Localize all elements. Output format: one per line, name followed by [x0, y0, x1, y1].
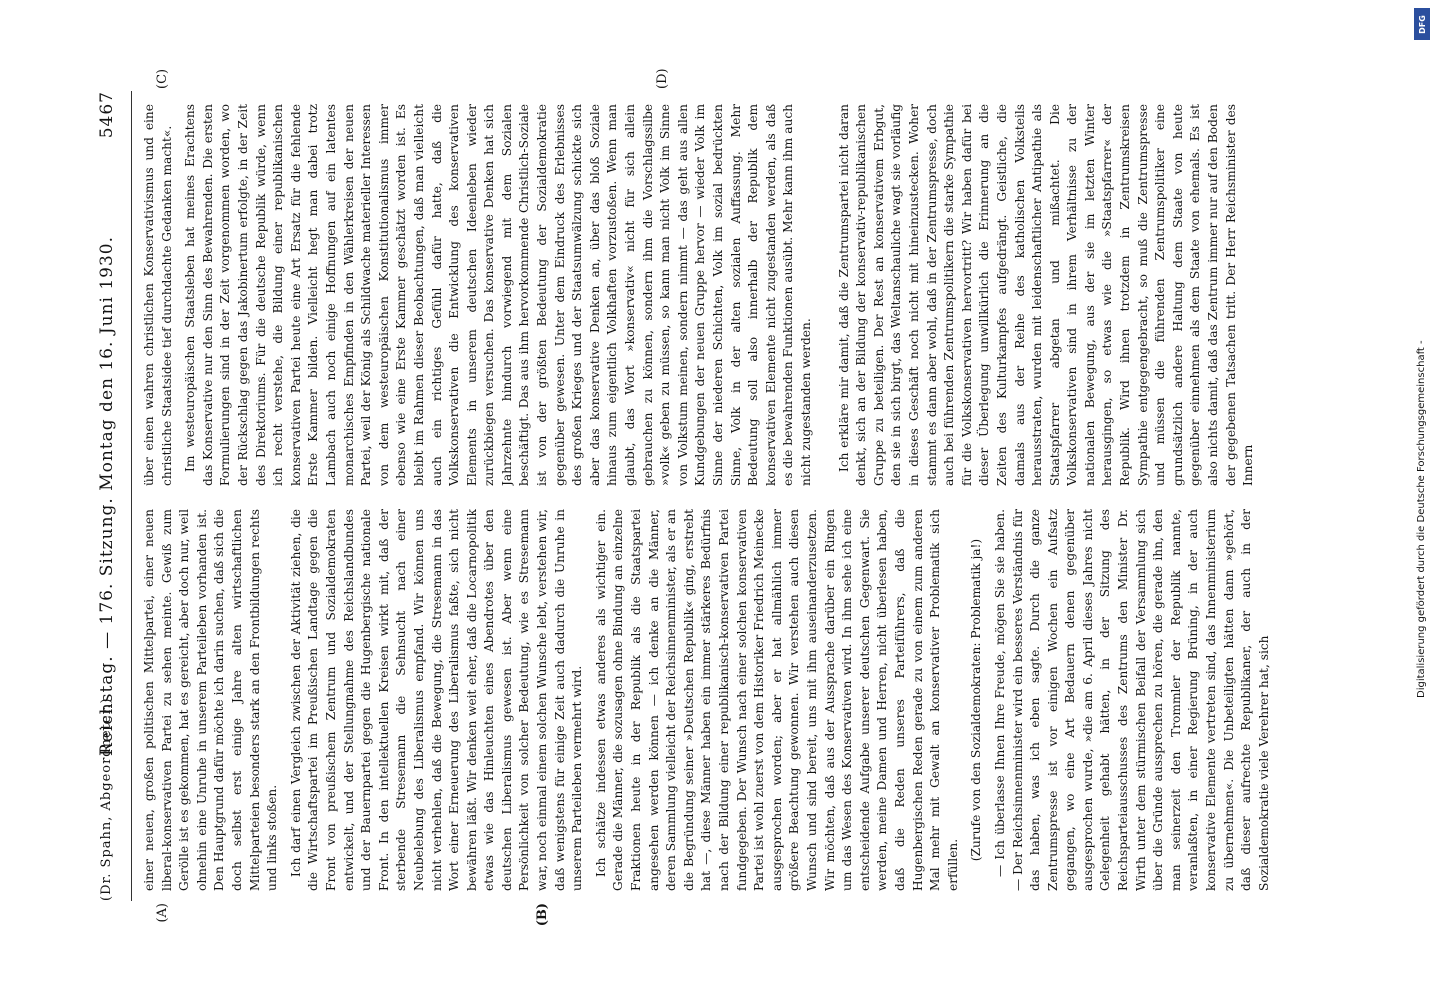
paragraph: — Ich überlasse Ihnen Ihre Freude, mögen Sie sie haben. — Der Reichsinnenminister wird ein besseres Verständnis für das haben, was ich eben sagte. Durch die ganze Zentrumspresse ist vor einigen Wochen ein Aufsatz gegangen, wo eine Art Bedauern denen gegenüber ausgesprochen wurde, »die am 6. April dieses Jahres nicht Gelegenheit gehabt hätten, in der Sitzung des Reichsparteiausschusses des Zentrums den Minister Dr. Wirth unter dem stürmischen Beifall der Versammlung sich über die Gründe aussprechen zu hören, die gerade ihn, den man seinerzeit den Trommler der Republik nannte, veranlaßten, in einer Regierung Brüning, in der auch konservative Elemente vertreten sind, das Innenministerium zu übernehmen«. Die Unbeteiligten hätten dann »gehört, daß dieser aufrechte Republikaner, der auch in der Sozialdemokratie viele Verehrer hat, sich: [992, 509, 1271, 891]
header-rule: [131, 91, 132, 901]
text-column-right: [141, 104, 1352, 486]
interjection: (Zurufe von den Sozialdemokraten: Problematik ja!): [969, 538, 984, 862]
session-title: Reichstag. — 176. Sitzung. Montag den 16. Juni 1930.: [97, 235, 117, 757]
dfg-logo-text: DFG: [1417, 14, 1427, 34]
text-column-left: [141, 509, 1352, 891]
page-number: 5467: [97, 91, 117, 139]
paragraph: über einen wahren christlichen Konservativismus und eine christliche Staatsidee tief durchdachte Gedanken macht«.: [142, 104, 174, 486]
paragraph: Ich schätze indessen etwas anderes als wichtiger ein. Gerade die Männer, die sozusagen ohne Bindung an einzelne Fraktionen heute in der Republik als die Staatspartei angesehen werden können — ich denke an die Männer, deren Sammlung vielleicht der Reichsinnenminister, als er an die Begründung seiner »Deutschen Republik« ging, erstrebt hat —, diese Männer haben ein immer stärkeres Bedürfnis nach der Bildung einer republikanisch-konservativen Partei fundgegeben. Der Wunsch nach einer solchen konservativen Partei ist wohl zuerst von dem Historiker Friedrich Meinecke ausgesprochen worden; aber er hat allmählich immer größere Beachtung gewonnen. Wir verstehen auch diesen Wunsch und sind bereit, uns mit ihm auseinanderzusetzen. Wir möchten, daß aus der Aussprache darüber ein Ringen um das Wesen des Konservativen wird. In ihm sehe ich eine entscheidende Aufgabe unserer deutschen Gegenwart. Sie werden, meine Damen und Herren, nicht überlesen haben, daß die Reden unseres Parteiführers, daß die Hugenbergischen Reden gerade zu von einem zum anderen Mal mehr mit Gewalt an konservativer Problematik sich erfüllen.: [593, 509, 960, 891]
paragraph: einer neuen, großen politischen Mittelpartei, einer neuen liberal-konservativen Partei zu sehen meinte. Gewiß zum Gerölle ist es gekommen, hat es gereicht, aber doch nur, weil ohnehin eine Unruhe in unserem Parteileben vorhanden ist. Den Hauptgrund dafür möchte ich darin suchen, daß sich die doch selbst erst einige Jahre alten wirtschaftlichen Mittelparteien besonders stark an den Frontbildungen rechts und links stoßen.: [142, 509, 280, 891]
margin-marker-c: (C): [155, 68, 170, 89]
speaker-note: (Dr. Spahn, Abgeordneter.): [99, 697, 114, 901]
margin-marker-d: (D): [655, 68, 670, 89]
paragraph: Im westeuropäischen Staatsleben hat meines Erachtens das Konservative nur den Sinn des Bewahrenden. Die ersten Formulierungen sind in der Zeit vorgenommen worden, wo der Rückschlag gegen das Jakobinertum erfolgte, in der Zeit des Direktoriums. Für die deutsche Republik würde, wenn ich recht verstehe, die Bildung einer republikanischen konservativen Partei heute eine Art Ersatz für die fehlende Erste Kammer bilden. Vielleicht hegt man dabei trotz Lambach auch noch einige Hoffnungen auf ein latentes monarchisches Empfinden in den Wählerkreisen der neuen Partei, weil der König als Schildwache materieller Interessen von dem westeuropäischen Konstitutionalismus immer ebenso wie eine Erste Kammer geschätzt worden ist. Es bleibt im Rahmen dieser Beobachtungen, daß man vielleicht auch ein richtiges Gefühl dafür hatte, daß die Volkskonservativen die Entwicklung des konservativen Elements in unserem deutschen Ideenleben wieder zurückbiegen versuchen. Das konservative Denken hat sich Jahrzehnte hindurch vorwiegend mit dem Sozialen beschäftigt. Das aus ihm hervorkommende Christlich-Soziale ist von der größten Bedeutung der Sozialdemokratie gegenüber gewesen. Unter dem Eindruck des Erlebnisses des großen Krieges und der Staatsumwälzung schickte sich aber das konservative Denken an, über das bloß Soziale hinaus zum eigentlich Volkhaften vorzustoßen. Wenn man glaubt, das Wort »konservativ« nicht für sich allein gebrauchen zu können, sondern ihm die Vorschlagssilbe »volk« geben zu müssen, so kann man nicht Volk im Sinne von Volkstum meinen, sondern nimmt — das geht aus allen Kundgebungen der neuen Gruppe hervor — wieder Volk im Sinne der niederen Schichten, Volk im sozial bedrückten Sinne, Volk in der alten sozialen Auffassung. Mehr Bedeutung soll also innerhalb der Republik dem konservativen Elemente nicht zugestanden werden, als daß es die bewahrenden Funktionen ausübt. Mehr kann ihm auch nicht zugestanden werden.: [183, 104, 813, 486]
document-page: [95, 68, 1352, 927]
page-header: [95, 91, 129, 901]
digitization-text: Digitalisierung gefördert durch die Deutsche Forschungsgemeinschaft -: [1416, 340, 1427, 698]
margin-marker-a: (A): [155, 903, 170, 923]
paragraph: Ich darf einen Vergleich zwischen der Aktivität ziehen, die die Wirtschaftspartei im Preußischen Landtage gegen die Front von preußischem Zentrum und Sozialdemokraten entwickelt, und der Stellungnahme des Reichslandbundes und der Bauernpartei gegen die Hugenbergische nationale Front. In den intellektuellen Kreisen wirkt mit, daß der sterbende Stresemann die Sehnsucht nach einer Neubelebung des Liberalismus empfand. Wir können uns nicht verhehlen, daß die Bewegung, die Stresemann in das Wort einer Erneuerung des Liberalismus faßte, sich nicht bewähren läßt. Wir denken weit eher, daß die Locarnopolitik etwas wie das Hinleuchten eines Abendrotes über den deutschen Liberalismus gewesen ist. Aber wenn eine Persönlichkeit von solcher Bedeutung, wie es Stresemann war, noch einmal einem solchen Wunsche lebt, verstehen wir, daß wenigstens für einige Zeit auch dadurch die Unruhe in unserem Parteileben vermehrt wird.: [288, 509, 585, 891]
dfg-logo: [1414, 8, 1430, 40]
digitization-note: [1414, 8, 1430, 698]
margin-marker-b: (B): [535, 903, 550, 927]
paragraph: Ich erkläre mir damit, daß die Zentrumspartei nicht daran denkt, sich an der Bildung der konservativ-republikanischen Gruppe zu beteiligen. Der Rest an konservativem Erbgut, den sie in sich birgt, das Weltanschauliche wagt sie vorläufig in dieses Geschäft noch nicht mit hineinzustecken. Woher stammt es dann aber wohl, daß in der Zentrumspresse, doch auch bei führenden Zentrumspolitikern die starke Sympathie für die Volkskonservativen hervortritt? Wir haben dafür bei dieser Überlegung unwillkürlich die Erinnerung an die Zeiten des Kulturkampfes aufgedrängt. Geistliche, die damals aus der Reihe des katholischen Volksteils herausstraten, wurden mit leidenschaftlicher Antipathie als Staatspfarrer abgetan und mißachtet. Die Volkskonservativen sind in ihrem Verhältnisse zu der nationalen Bewegung, aus der sie im letzten Winter herausgingen, so etwas wie die »Staatspfarrer« der Republik. Wird ihnen trotzdem in Zentrumskreisen Sympathie entgegengebracht, so muß die Zentrumspresse und müssen die führenden Zentrumspolitiker eine grundsätzlich andere Haltung dem Staate von heute gegenüber einnehmen als dem Staate von ehemals. Es ist also nichts damit, daß das Zentrum immer nur auf den Boden der gegebenen Tatsachen tritt. Der Herr Reichsminister des Innern: [836, 104, 1256, 486]
